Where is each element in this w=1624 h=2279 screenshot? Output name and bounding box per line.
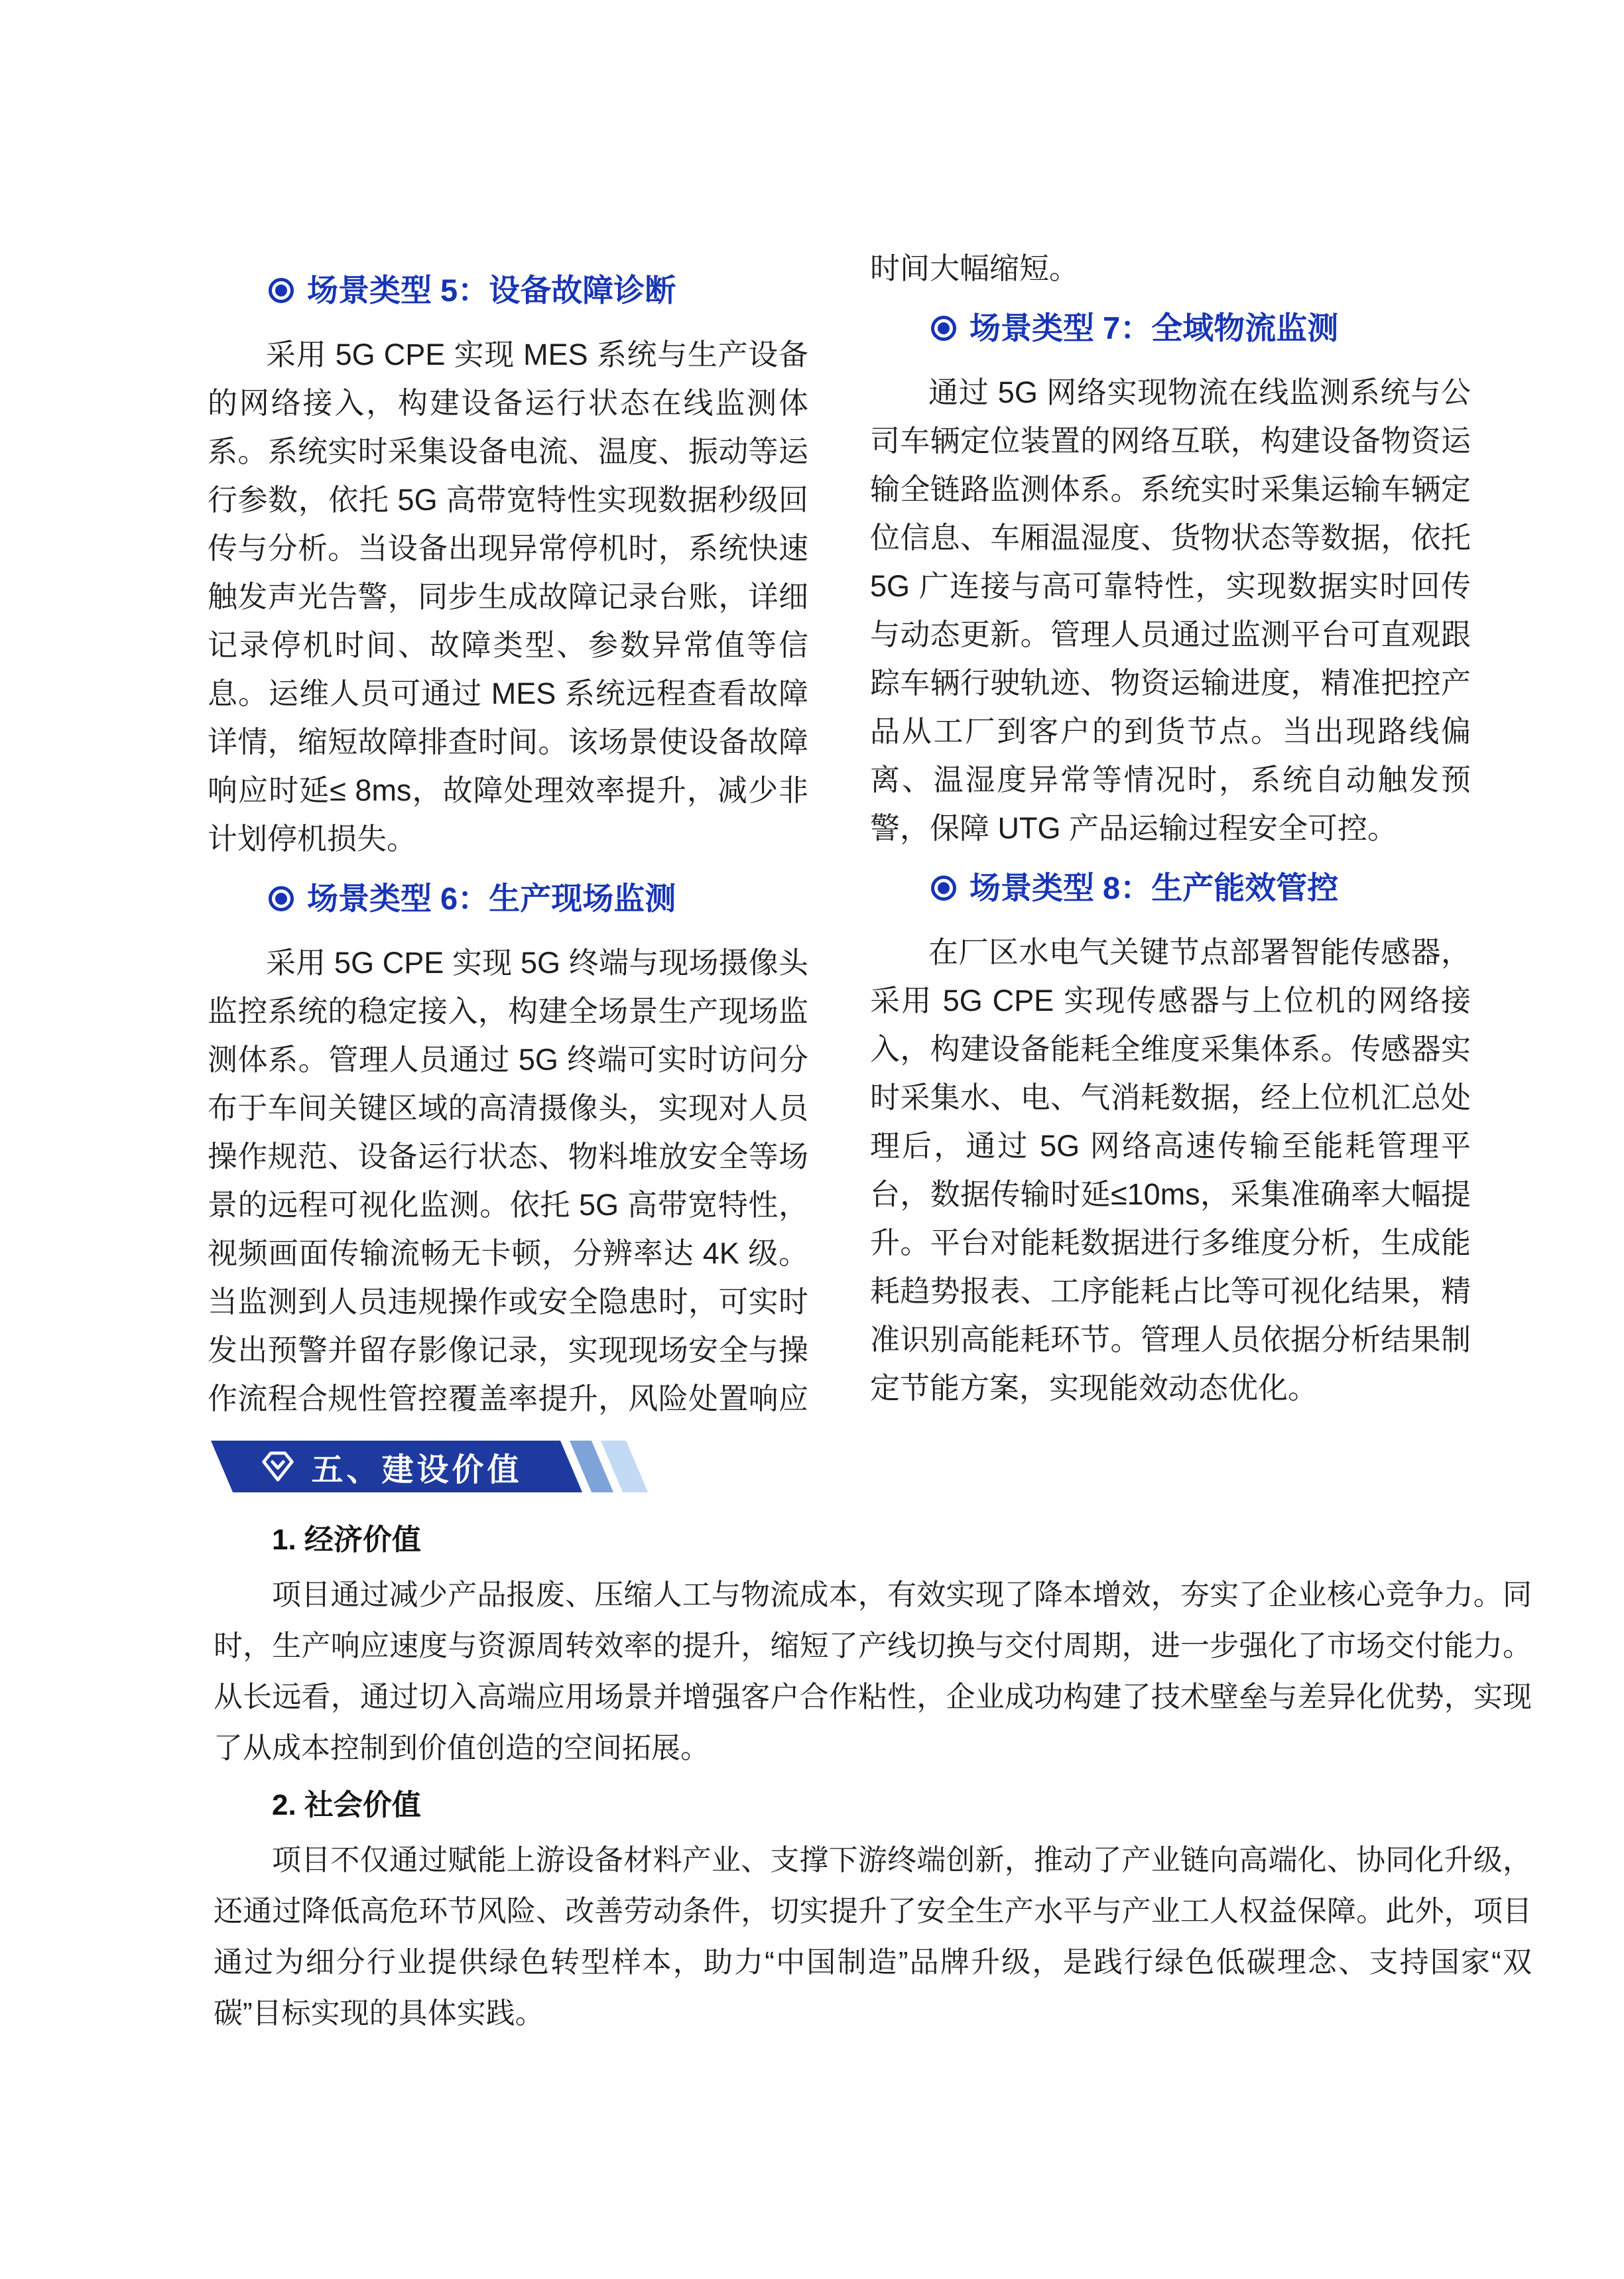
social-value-paragraph: 项目不仅通过赋能上游设备材料产业、支撑下游终端创新，推动了产业链向高端化、协同化升级，还通过降低高危环节风险、改善劳动条件，切实提升了安全生产水平与产业工人权益保障。此外，项目通过为细分行业提供绿色转型样本，助力“中国制造”品牌升级，是践行绿色低碳理念、支持国家“双碳”目标实现的具体实践。 (214, 1844, 1532, 2030)
scene-heading-6-label: 场景类型 6：生产现场监测 (307, 881, 676, 916)
scene-heading-8 (870, 868, 1471, 908)
diamond-check-icon (261, 1449, 295, 1484)
social-value-label: 2. 社会价值 (272, 1789, 421, 1821)
scene-heading-7-label: 场景类型 7：全域物流监测 (969, 310, 1339, 346)
economic-value-label: 1. 经济价值 (272, 1524, 421, 1556)
target-bullet-icon (269, 886, 294, 911)
scene-heading-7 (870, 308, 1471, 348)
target-bullet-icon (931, 876, 956, 901)
scene-heading-5-label: 场景类型 5：设备故障诊断 (307, 273, 676, 308)
left-column (208, 244, 808, 1423)
scene-heading-6 (208, 879, 808, 919)
scene-5-paragraph: 采用 5G CPE 实现 MES 系统与生产设备的网络接入，构建设备运行状态在线监测体系。系统实时采集设备电流、温度、振动等运行参数，依托 5G 高带宽特性实现数据秒级回传与分析。当设备出现异常停机时，系统快速触发声光告警，同步生成故障记录台账，详细记录停机时间、故障类型、参数异常值等信息。运维人员可通过 MES 系统远程查看故障详情，缩短故障排查时间。该场景使设备故障响应时延≤ 8ms，故障处理效率提升，减少非计划停机损失。 (208, 338, 808, 856)
scene-6-paragraph: 采用 5G CPE 实现 5G 终端与现场摄像头监控系统的稳定接入，构建全场景生产现场监测体系。管理人员通过 5G 终端可实时访问分布于车间关键区域的高清摄像头，实现对人员操作规范、设备运行状态、物料堆放安全等场景的远程可视化监测。依托 5G 高带宽特性，视频画面传输流畅无卡顿，分辨率达 4K 级。当监测到人员违规操作或安全隐患时，可实时发出预警并留存影像记录，实现现场安全与操作流程合规性管控覆盖率提升，风险处置响应 (208, 946, 808, 1415)
target-bullet-icon (269, 278, 294, 303)
target-bullet-icon (931, 316, 956, 341)
right-column (870, 244, 1471, 1423)
two-column-layout (208, 244, 1471, 1423)
value-section (214, 1520, 1532, 2039)
scene-7-paragraph: 通过 5G 网络实现物流在线监测系统与公司车辆定位装置的网络互联，构建设备物资运输全链路监测体系。系统实时采集运输车辆定位信息、车厢温湿度、货物状态等数据，依托 5G 广连接与高可靠特性，实现数据实时回传与动态更新。管理人员通过监测平台可直观跟踪车辆行驶轨迹、物资运输进度，精准把控产品从工厂到客户的到货节点。当出现路线偏离、温湿度异常等情况时，系统自动触发预警，保障 UTG 产品运输过程安全可控。 (870, 375, 1471, 845)
scene-6-continuation-line: 时间大幅缩短。 (870, 251, 1080, 285)
scene-heading-5 (208, 271, 808, 310)
scene-8-paragraph: 在厂区水电气关键节点部署智能传感器，采用 5G CPE 实现传感器与上位机的网络接入，构建设备能耗全维度采集体系。传感器实时采集水、电、气消耗数据，经上位机汇总处理后，通过 5G 网络高速传输至能耗管理平台，数据传输时延≤10ms，采集准确率大幅提升。平台对能耗数据进行多维度分析，生成能耗趋势报表、工序能耗占比等可视化结果，精准识别高能耗环节。管理人员依据分析结果制定节能方案，实现能效动态优化。 (870, 935, 1471, 1405)
section-banner (211, 1441, 572, 1492)
economic-value-paragraph: 项目通过减少产品报废、压缩人工与物流成本，有效实现了降本增效，夯实了企业核心竞争力。同时，生产响应速度与资源周转效率的提升，缩短了产线切换与交付周期，进一步强化了市场交付能力。从长远看，通过切入高端应用场景并增强客户合作粘性，企业成功构建了技术壁垒与差异化优势，实现了从成本控制到价值创造的空间拓展。 (214, 1579, 1532, 1764)
section-banner-title: 五、建设价值 (311, 1452, 523, 1488)
scene-heading-8-label: 场景类型 8：生产能效管控 (969, 870, 1339, 905)
